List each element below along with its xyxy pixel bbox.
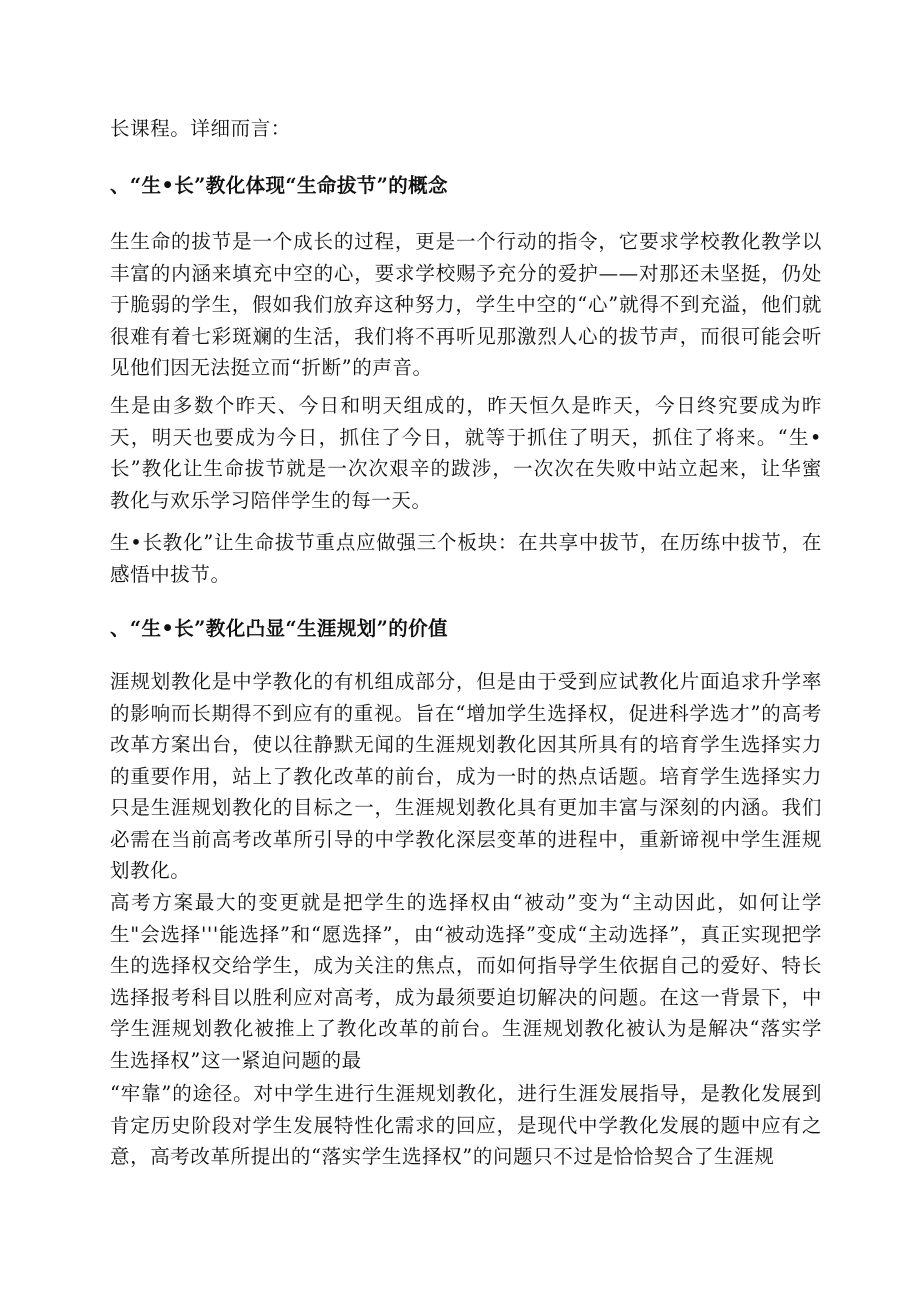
paragraph-6: “牢靠”的途径。对中学生进行生涯规划教化，进行生涯发展指导，是教化发展到肯定历史阶段对学生发展特性化需求的回应，是现代中学教化发展的题中应有之意，高考改革所提出的“落实学生选择权”的问题只不过是恰恰契合了生涯规 <box>110 1082 822 1168</box>
paragraph-2: 生是由多数个昨天、今日和明天组成的，昨天恒久是昨天，今日终究要成为昨天，明天也要成为今日，抓住了今日，就等于抓住了明天，抓住了将来。“生•长”教化让生命拔节就是一次次艰辛的跋涉，一次次在失败中站立起来，让华蜜教化与欢乐学习陪伴学生的每一天。 <box>110 394 822 512</box>
paragraph-4: 涯规划教化是中学教化的有机组成部分，但是由于受到应试教化片面追求升学率的影响而长期得不到应有的重视。旨在“增加学生选择权，促进科学选才”的高考改革方案出台，使以往静默无闻的生涯规划教化因其所具有的培育学生选择实力的重要作用，站上了教化改革的前台，成为一时的热点话题。培育学生选择实力只是生涯规划教化的目标之一，生涯规划教化具有更加丰富与深刻的内涵。我们必需在当前高考改革所引导的中学教化深层变革的进程中，重新谛视中学生涯规划教化。 <box>110 670 822 882</box>
section-heading-2: 、“生•长”教化凸显“生涯规划”的价值 <box>110 617 448 640</box>
intro-line: 长课程。详细而言： <box>110 117 291 140</box>
paragraph-3: 生•长教化”让生命拔节重点应做强三个板块：在共享中拔节，在历练中拔节，在感悟中拔节。 <box>110 531 822 586</box>
paragraph-5: 高考方案最大的变更就是把学生的选择权由“被动”变为“主动因此，如何让学生"会选择'''能选择”和“愿选择”，由“被动选择”变成“主动选择”，真正实现把学生的选择权交给学生，成为关注的焦点，而如何指导学生依据自己的爱好、特长选择报考科目以胜利应对高考，成为最须要迫切解决的问题。在这一背景下，中学生涯规划教化被推上了教化改革的前台。生涯规划教化被认为是解决“落实学生选择权”这一紧迫问题的最 <box>110 891 822 1072</box>
paragraph-1: 生生命的拔节是一个成长的过程，更是一个行动的指令，它要求学校教化教学以丰富的内涵来填充中空的心，要求学校赐予充分的爱护——对那还未坚挺，仍处于脆弱的学生，假如我们放弃这种努力，学生中空的“心”就得不到充溢，他们就很难有着七彩斑斓的生活，我们将不再听见那激烈人心的拔节声，而很可能会听见他们因无法挺立而“折断”的声音。 <box>110 230 822 379</box>
section-heading-1: 、“生•长”教化体现“生命拔节”的概念 <box>110 174 448 197</box>
